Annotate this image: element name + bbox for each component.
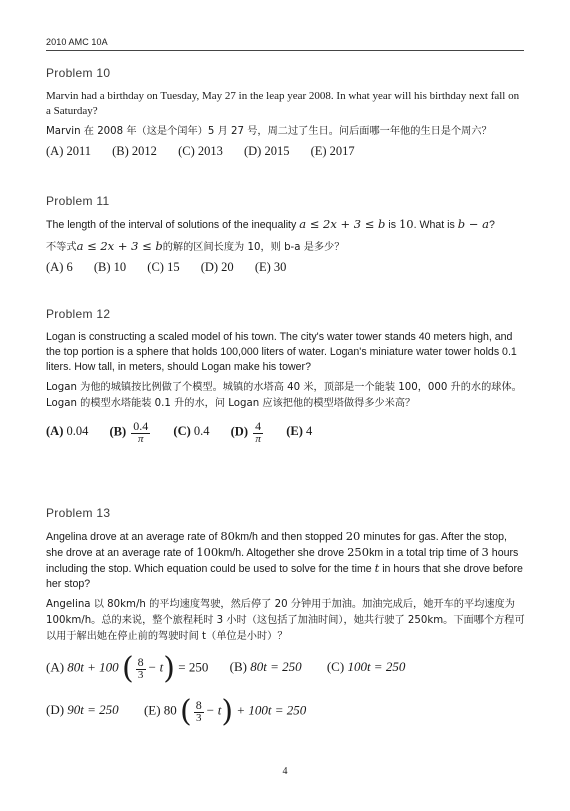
fraction: [136, 656, 146, 681]
problem-10: [46, 66, 526, 159]
question-math: b − a: [457, 217, 489, 231]
text-segment: Angelina drove at an average rate of: [46, 531, 221, 543]
equation: 100t = 250: [347, 659, 406, 675]
inequality-math: a ≤ 2x + 3 ≤ b: [299, 217, 386, 231]
problem-title: Problem 11: [46, 194, 110, 208]
problem-title: Problem 13: [46, 506, 111, 520]
text-segment: is: [385, 219, 399, 231]
equation-part: − t: [147, 659, 164, 675]
math-value: 250: [347, 545, 370, 559]
choice-d: [231, 420, 265, 445]
math-value: 3: [481, 545, 489, 559]
problem-text-zh: [46, 238, 526, 256]
choice-label: (B): [229, 659, 247, 675]
text-segment: The length of the interval of solutions of the inequality: [46, 219, 300, 231]
choice-value: 0.04: [66, 424, 89, 439]
choice-a: [46, 651, 208, 686]
fraction: [194, 699, 204, 724]
choice-a: (A) 6: [46, 260, 73, 274]
problem-text-en: [46, 529, 526, 592]
paren-left: (: [180, 694, 192, 729]
text-segment: km/h and then stopped: [234, 531, 346, 543]
text-segment: 不等式: [46, 242, 77, 253]
header-rule: [46, 50, 524, 51]
choice-a: (A) 2011: [46, 144, 92, 158]
equation-part: − t: [205, 702, 222, 718]
choice-label: (C): [173, 424, 191, 439]
answer-choices: [46, 144, 526, 159]
choice-d: [46, 702, 119, 718]
text-segment: in hours that she drove before her stop?: [46, 563, 523, 590]
problem-text-zh: Marvin 在 2008 年（这是个闰年）5 月 27 号，周二过了生日。问后面哪一年他的生日是个周六？: [46, 126, 492, 137]
inequality-math: a ≤ 2x + 3 ≤ b: [76, 239, 163, 253]
choice-label: (D): [46, 702, 65, 718]
choice-e: [144, 694, 306, 729]
choice-value: 0.4: [193, 424, 210, 439]
text-segment: 的解的区间长度为 10，则 b-a 是多少？: [162, 242, 345, 253]
choice-c: [173, 424, 209, 439]
problem-text-zh: Angelina 以 80km/h 的平均速度驾驶，然后停了 20 分钟用于加油。加油完成后，她开车的平均速度为 100km/h。总的来说，整个旅程耗时 3 小时（这包括了加油时间），她共行驶了 250km。下面哪个方程可以用于解出她在停止前的驾驶时间 t（单位是小时）？: [46, 599, 525, 642]
math-value: 20: [345, 529, 361, 543]
fraction: [253, 420, 263, 445]
numerator: 4: [255, 419, 262, 433]
choice-a: [46, 424, 88, 439]
page-number: 4: [282, 766, 288, 777]
denominator: π: [255, 432, 261, 445]
answer-choices: [46, 420, 526, 445]
math-value: 80: [220, 529, 235, 543]
choice-label: (E): [286, 424, 303, 439]
problem-title: Problem 12: [46, 307, 111, 321]
text-segment: . What is: [413, 219, 458, 231]
paren-left: (: [121, 651, 134, 686]
equation-part: 80t + 100: [67, 659, 119, 675]
choice-label: (C): [326, 659, 345, 675]
choice-label: (A): [46, 659, 65, 675]
choice-b: [230, 659, 302, 675]
choice-d: (D) 20: [200, 260, 234, 274]
problem-text-en: Logan is constructing a scaled model of his town. The city's water tower stands 40 meters high, and the top portion is a sphere that holds 100,000 liters of water. Logan's miniature water tower holds 0.1 liters. How tall, in meters, should Logan make his tower?: [46, 331, 517, 373]
text-segment: ?: [488, 219, 495, 231]
document-header: 2010 AMC 10A: [46, 37, 108, 47]
problem-12: [46, 307, 526, 445]
choice-b: [109, 420, 152, 445]
choice-label: (B): [109, 424, 127, 439]
problem-text-zh: Logan 为他的城镇按比例做了个模型。城镇的水塔高 40 米，顶部是一个能装 100，000 升的水的球体。Logan 的模型水塔能装 0.1 升的水，问 Logan 应该把他的模型塔做得多少米高？: [46, 382, 522, 409]
choice-e: [286, 424, 312, 439]
paren-right: ): [221, 694, 234, 729]
problem-11: [46, 194, 526, 275]
choice-label: (D): [230, 424, 248, 439]
problem-13: [46, 506, 526, 729]
fraction: [131, 420, 150, 445]
choice-value: 4: [306, 424, 313, 439]
denominator: π: [138, 432, 144, 445]
choices-row-2: [46, 694, 526, 729]
choice-label: (A): [46, 424, 64, 439]
math-value: 100: [196, 545, 219, 559]
denominator: 3: [137, 668, 144, 681]
choice-d: (D) 2015: [243, 144, 290, 158]
text-segment: minutes for gas. After the stop, she drove at an average rate of: [46, 531, 507, 559]
choice-b: (B) 2012: [112, 144, 157, 158]
choice-label: (E): [143, 702, 161, 718]
paren-right: ): [163, 651, 176, 686]
numerator: 8: [137, 654, 144, 669]
equation-part: 80: [163, 702, 177, 718]
numerator: 0.4: [133, 419, 149, 433]
numerator: 8: [195, 697, 202, 712]
math-variable: t: [374, 561, 380, 575]
choice-c: [327, 659, 405, 675]
choice-e: (E) 30: [254, 260, 287, 274]
answer-choices: [46, 260, 526, 275]
choice-b: (B) 10: [93, 260, 127, 274]
equation: 80t = 250: [250, 659, 302, 675]
text-segment: km in a total trip time of: [369, 547, 482, 559]
choice-e: (E) 2017: [310, 144, 355, 158]
denominator: 3: [196, 711, 202, 724]
equation-part: + 100t = 250: [236, 702, 307, 718]
text-segment: km/h. Altogether she drove: [218, 547, 348, 559]
text-segment: hours including the stop. Which equation could be used to solve for the time: [46, 547, 519, 575]
choices-row-1: [46, 651, 526, 686]
problem-title: Problem 10: [46, 66, 111, 80]
equation: 90t = 250: [67, 702, 119, 718]
problem-text-en: [46, 217, 526, 233]
length-value: 10: [398, 217, 414, 231]
equation-part: = 250: [178, 659, 209, 675]
choice-c: (C) 2013: [178, 144, 223, 158]
problem-text-en: Marvin had a birthday on Tuesday, May 27 in the leap year 2008. In what year will his birthday next fall on a Saturday?: [46, 90, 520, 117]
choice-c: (C) 15: [147, 260, 180, 274]
